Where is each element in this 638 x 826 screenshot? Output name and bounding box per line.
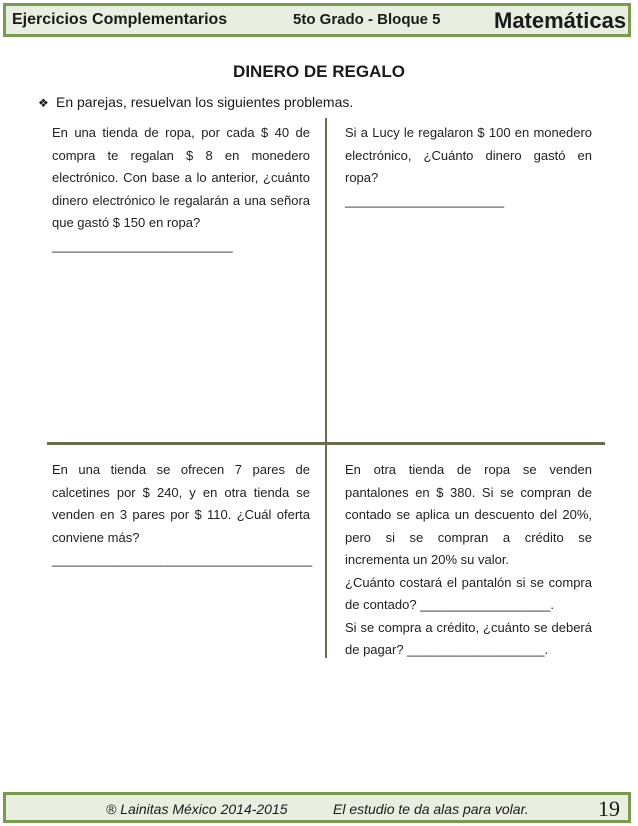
problem-2-text: Si a Lucy le regalaron $ 100 en monedero electrónico, ¿Cuánto dinero gastó en ropa? xyxy=(345,125,592,185)
problem-4 xyxy=(345,459,592,662)
header-subject: Matemáticas xyxy=(494,8,627,33)
page-number: 19 xyxy=(598,796,620,821)
instruction-text: En parejas, resuelvan los siguientes problemas. xyxy=(56,94,354,110)
problem-3-answer-line: ____________________________________ xyxy=(52,552,313,567)
problem-3-text: En una tienda se ofrecen 7 pares de calcetines por $ 240, y en otra tienda se venden en 3 pares por $ 110. ¿Cuál oferta conviene más? xyxy=(52,462,310,545)
footer-copyright: ® Lainitas México 2014-2015 xyxy=(106,801,288,817)
footer-band xyxy=(3,792,631,823)
problem-1-answer-line: _________________________ xyxy=(52,237,233,253)
footer-motto: El estudio te da alas para volar. xyxy=(333,801,529,817)
problem-1-text: En una tienda de ropa, por cada $ 40 de compra te regalan $ 8 en monedero electrónico. Con base a lo anterior, ¿cuánto dinero electrónico le regalarán a una señora que gastó $ 150 en ropa? xyxy=(52,125,310,230)
header-series-title: Ejercicios Complementarios xyxy=(12,11,228,28)
diamond-bullet-icon: ❖ xyxy=(38,96,49,110)
problem-3 xyxy=(52,459,313,572)
problem-1 xyxy=(52,122,310,257)
problem-4-question-cash: ¿Cuánto costará el pantalón si se compra de contado? __________________. xyxy=(345,574,592,612)
instruction xyxy=(38,94,353,110)
horizontal-divider xyxy=(47,442,605,445)
header-band xyxy=(3,3,631,37)
problem-4-question-credit: Si se compra a crédito, ¿cuánto se deberá de pagar? ___________________. xyxy=(345,619,592,657)
problem-2-answer-line: ______________________ xyxy=(345,192,505,208)
vertical-divider xyxy=(325,118,327,658)
problem-2 xyxy=(345,122,592,212)
problem-4-text: En otra tienda de ropa se venden pantalones en $ 380. Si se compran de contado se aplica un descuento del 20%, pero si se compran a crédito se incrementa un 20% su valor. xyxy=(345,462,592,567)
page-title: DINERO DE REGALO xyxy=(233,62,405,81)
header-grade-block: 5to Grado - Bloque 5 xyxy=(293,11,441,28)
